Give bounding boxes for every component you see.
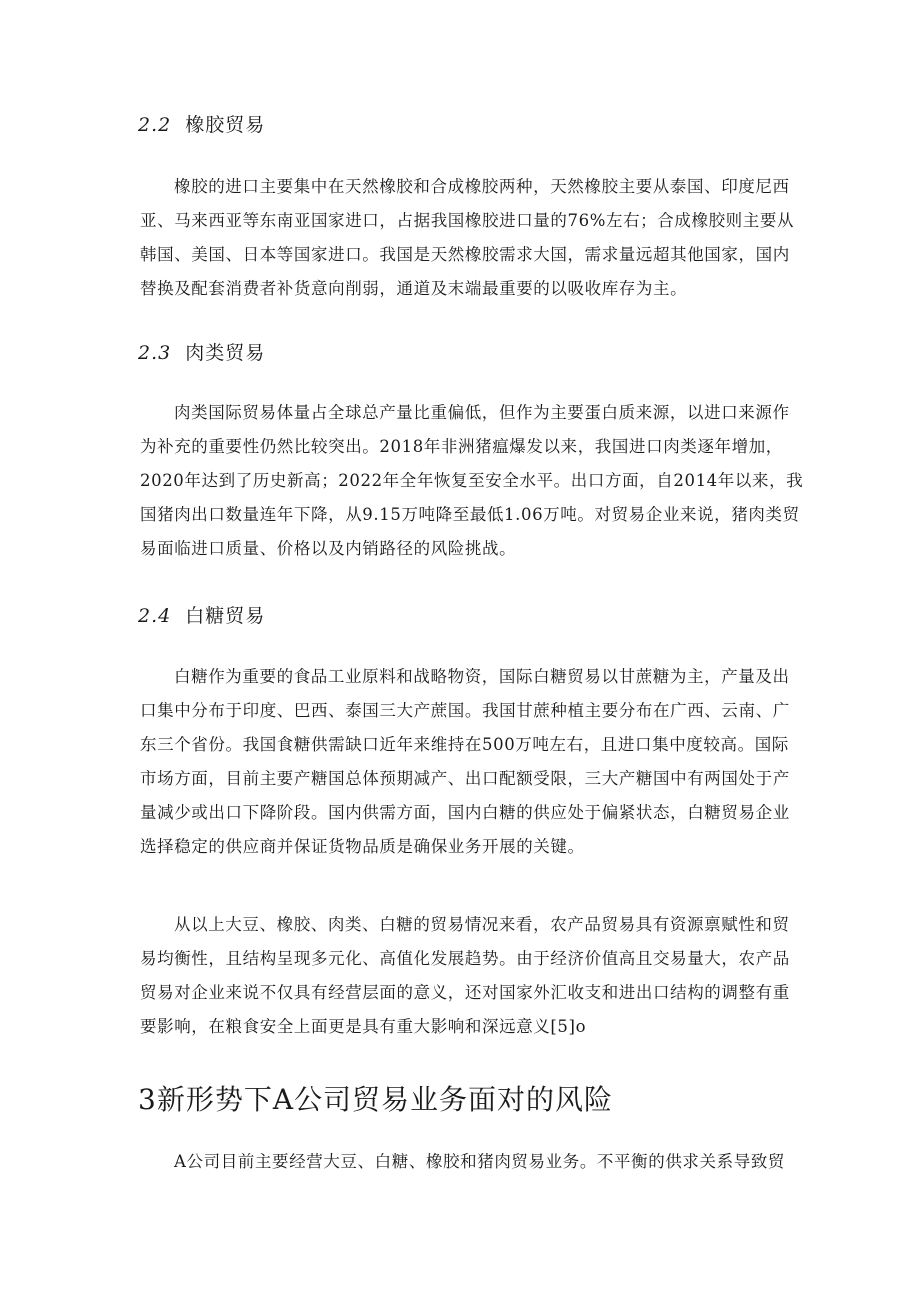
paragraph-line: 替换及配套消费者补货意向削弱，通道及末端最重要的以吸收库存为主。 <box>140 279 688 298</box>
paragraph-sugar <box>140 660 790 864</box>
paragraph-line: 东三个省份。我国食糖供需缺口近年来维持在500万吨左右，且进口集中度较高。国际 <box>140 735 789 754</box>
paragraph-chapter3 <box>140 1145 790 1179</box>
paragraph-line: 量减少或出口下降阶段。国内供需方面，国内白糖的供应处于偏紧状态，白糖贸易企业 <box>140 803 790 822</box>
paragraph-line: 贸易对企业来说不仅具有经营层面的意义，还对国家外汇收支和进出口结构的调整有重 <box>140 983 790 1002</box>
paragraph-line: 2020年达到了历史新高；2022年全年恢复至安全水平。出口方面，自2014年以来，我 <box>140 471 804 490</box>
paragraph-line: 肉类国际贸易体量占全球总产量比重偏低，但作为主要蛋白质来源，以进口来源作 <box>174 403 790 422</box>
section-title: 肉类贸易 <box>185 342 266 364</box>
paragraph-line: A公司目前主要经营大豆、白糖、橡胶和猪肉贸易业务。不平衡的供求关系导致贸 <box>174 1152 786 1171</box>
paragraph-line: 韩国、美国、日本等国家进口。我国是天然橡胶需求大国，需求量远超其他国家，国内 <box>140 245 790 264</box>
section-number: 2.3 <box>138 342 172 364</box>
section-title: 白糖贸易 <box>185 605 266 627</box>
paragraph-line: 国猪肉出口数量连年下降，从9.15万吨降至最低1.06万吨。对贸易企业来说，猪肉类贸 <box>140 505 800 524</box>
paragraph-line: 白糖作为重要的食品工业原料和战略物资，国际白糖贸易以甘蔗糖为主，产量及出 <box>174 667 790 686</box>
paragraph-line: 要影响，在粮食安全上面更是具有重大影响和深远意义[5]o <box>140 1017 587 1036</box>
section-heading-sugar <box>138 601 265 628</box>
paragraph-line: 选择稳定的供应商并保证货物品质是确保业务开展的关键。 <box>140 837 585 856</box>
paragraph-line: 易均衡性，且结构呈现多元化、高值化发展趋势。由于经济价值高且交易量大，农产品 <box>140 949 790 968</box>
section-number: 2.2 <box>138 114 172 136</box>
paragraph-line: 口集中分布于印度、巴西、泰国三大产蔗国。我国甘蔗种植主要分布在广西、云南、广 <box>140 701 790 720</box>
paragraph-line: 亚、马来西亚等东南亚国家进口，占据我国橡胶进口量的76%左右；合成橡胶则主要从 <box>140 211 795 230</box>
paragraph-line: 市场方面，目前主要产糖国总体预期减产、出口配额受限，三大产糖国中有两国处于产 <box>140 769 790 788</box>
paragraph-line: 橡胶的进口主要集中在天然橡胶和合成橡胶两种，天然橡胶主要从泰国、印度尼西 <box>174 177 790 196</box>
paragraph-line: 易面临进口质量、价格以及内销路径的风险挑战。 <box>140 539 517 558</box>
section-heading-rubber <box>138 110 265 137</box>
paragraph-rubber <box>140 170 795 306</box>
paragraph-summary <box>140 908 790 1044</box>
paragraph-line: 为补充的重要性仍然比较突出。2018年非洲猪瘟爆发以来，我国进口肉类逐年增加， <box>140 437 783 456</box>
section-number: 2.4 <box>138 605 172 627</box>
chapter-heading: 3新形势下A公司贸易业务面对的风险 <box>138 1083 614 1116</box>
paragraph-meat <box>140 396 804 566</box>
section-heading-meat <box>138 338 265 365</box>
section-title: 橡胶贸易 <box>185 114 266 136</box>
paragraph-line: 从以上大豆、橡胶、肉类、白糖的贸易情况来看，农产品贸易具有资源禀赋性和贸 <box>174 915 790 934</box>
